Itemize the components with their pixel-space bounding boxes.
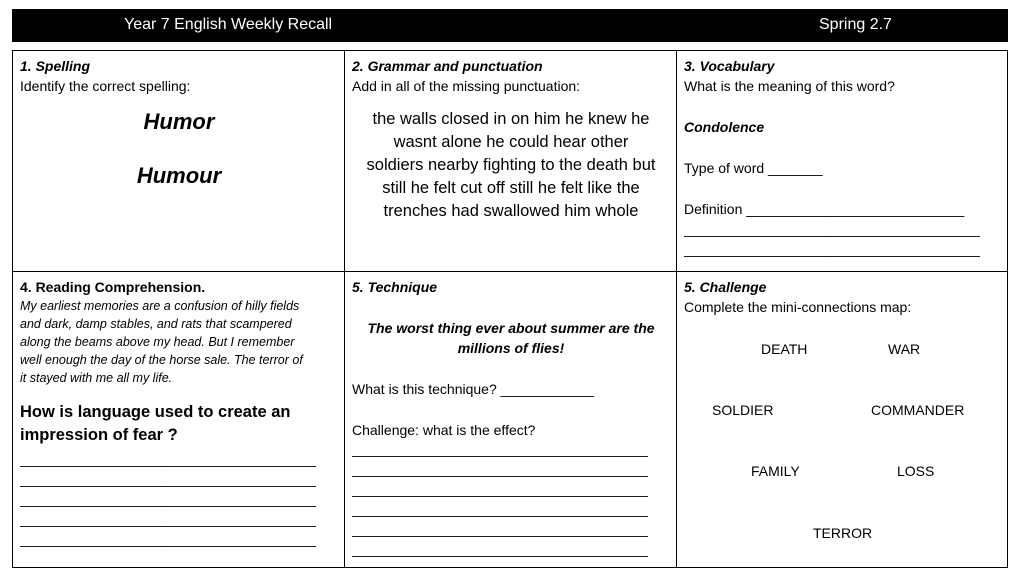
section-heading: 4. Reading Comprehension. xyxy=(20,279,206,295)
passage-line: trenches had swallowed him whole xyxy=(383,202,639,220)
technique-question[interactable]: What is this technique? ____________ xyxy=(352,381,595,397)
answer-line[interactable]: ______________________________________ xyxy=(20,451,316,467)
question-line: impression of fear ? xyxy=(20,426,178,444)
answer-line[interactable]: ______________________________________ xyxy=(684,221,980,237)
map-word-death[interactable]: DEATH xyxy=(761,341,808,357)
technique-quote xyxy=(352,318,670,358)
word-type-field[interactable]: Type of word _______ xyxy=(684,160,823,176)
challenge-question: Challenge: what is the effect? xyxy=(352,422,536,438)
answer-line[interactable]: ______________________________________ xyxy=(20,531,316,547)
extract-line: and dark, damp stables, and rats that scampered xyxy=(20,317,292,331)
challenge-section xyxy=(677,272,1009,569)
map-word-commander[interactable]: COMMANDER xyxy=(871,402,965,418)
technique-section xyxy=(345,272,677,569)
section-heading: 3. Vocabulary xyxy=(684,58,775,74)
section-instruction: Identify the correct spelling: xyxy=(20,78,191,94)
quote-line: The worst thing ever about summer are the xyxy=(367,320,655,336)
vocabulary-section xyxy=(677,51,1009,272)
answer-line[interactable]: ______________________________________ xyxy=(352,441,648,457)
answer-line[interactable]: ______________________________________ xyxy=(684,241,980,257)
answer-line[interactable]: ______________________________________ xyxy=(352,461,648,477)
vocabulary-word: Condolence xyxy=(684,119,765,135)
term-label: Spring 2.7 xyxy=(819,16,892,33)
definition-field[interactable]: Definition ____________________________ xyxy=(684,201,965,217)
section-heading: 2. Grammar and punctuation xyxy=(352,58,543,74)
spelling-option-a[interactable]: Humor xyxy=(143,109,215,134)
reading-extract xyxy=(20,297,338,387)
passage-line: still he felt cut off still he felt like the xyxy=(382,179,640,197)
answer-line[interactable]: ______________________________________ xyxy=(20,491,316,507)
reading-question xyxy=(20,401,338,447)
map-word-family[interactable]: FAMILY xyxy=(751,463,800,479)
map-word-loss[interactable]: LOSS xyxy=(897,463,935,479)
quote-line: millions of flies! xyxy=(457,340,565,356)
section-heading: 5. Challenge xyxy=(684,279,767,295)
answer-line[interactable]: ______________________________________ xyxy=(352,481,648,497)
section-instruction: Add in all of the missing punctuation: xyxy=(352,78,581,94)
unpunctuated-passage[interactable] xyxy=(352,108,670,223)
answer-line[interactable]: ______________________________________ xyxy=(352,541,648,557)
passage-line: wasnt alone he could hear other xyxy=(393,133,629,151)
spelling-option-b[interactable]: Humour xyxy=(136,163,222,188)
answer-line[interactable]: ______________________________________ xyxy=(352,501,648,517)
header-bar xyxy=(12,9,1008,42)
page-title: Year 7 English Weekly Recall xyxy=(124,16,333,33)
answer-line[interactable]: ______________________________________ xyxy=(352,521,648,537)
section-instruction: Complete the mini-connections map: xyxy=(684,299,912,315)
section-instruction: What is the meaning of this word? xyxy=(684,78,895,94)
extract-line: along the beams above my head. But I remember xyxy=(20,335,295,349)
map-word-war[interactable]: WAR xyxy=(888,341,921,357)
section-heading: 1. Spelling xyxy=(20,58,91,74)
extract-line: it stayed with me all my life. xyxy=(20,371,173,385)
grammar-section xyxy=(345,51,677,272)
recall-grid xyxy=(12,50,1008,568)
question-line: How is language used to create an xyxy=(20,403,291,421)
passage-line: the walls closed in on him he knew he xyxy=(372,110,650,128)
answer-line[interactable]: ______________________________________ xyxy=(20,511,316,527)
passage-line: soldiers nearby fighting to the death but xyxy=(366,156,656,174)
spelling-section xyxy=(13,51,345,272)
extract-line: well enough the day of the horse sale. The terror of xyxy=(20,353,303,367)
map-word-soldier[interactable]: SOLDIER xyxy=(712,402,774,418)
reading-section xyxy=(13,272,345,569)
extract-line: My earliest memories are a confusion of hilly fields xyxy=(20,299,300,313)
map-word-terror[interactable]: TERROR xyxy=(813,525,873,541)
answer-line[interactable]: ______________________________________ xyxy=(20,471,316,487)
section-heading: 5. Technique xyxy=(352,279,438,295)
